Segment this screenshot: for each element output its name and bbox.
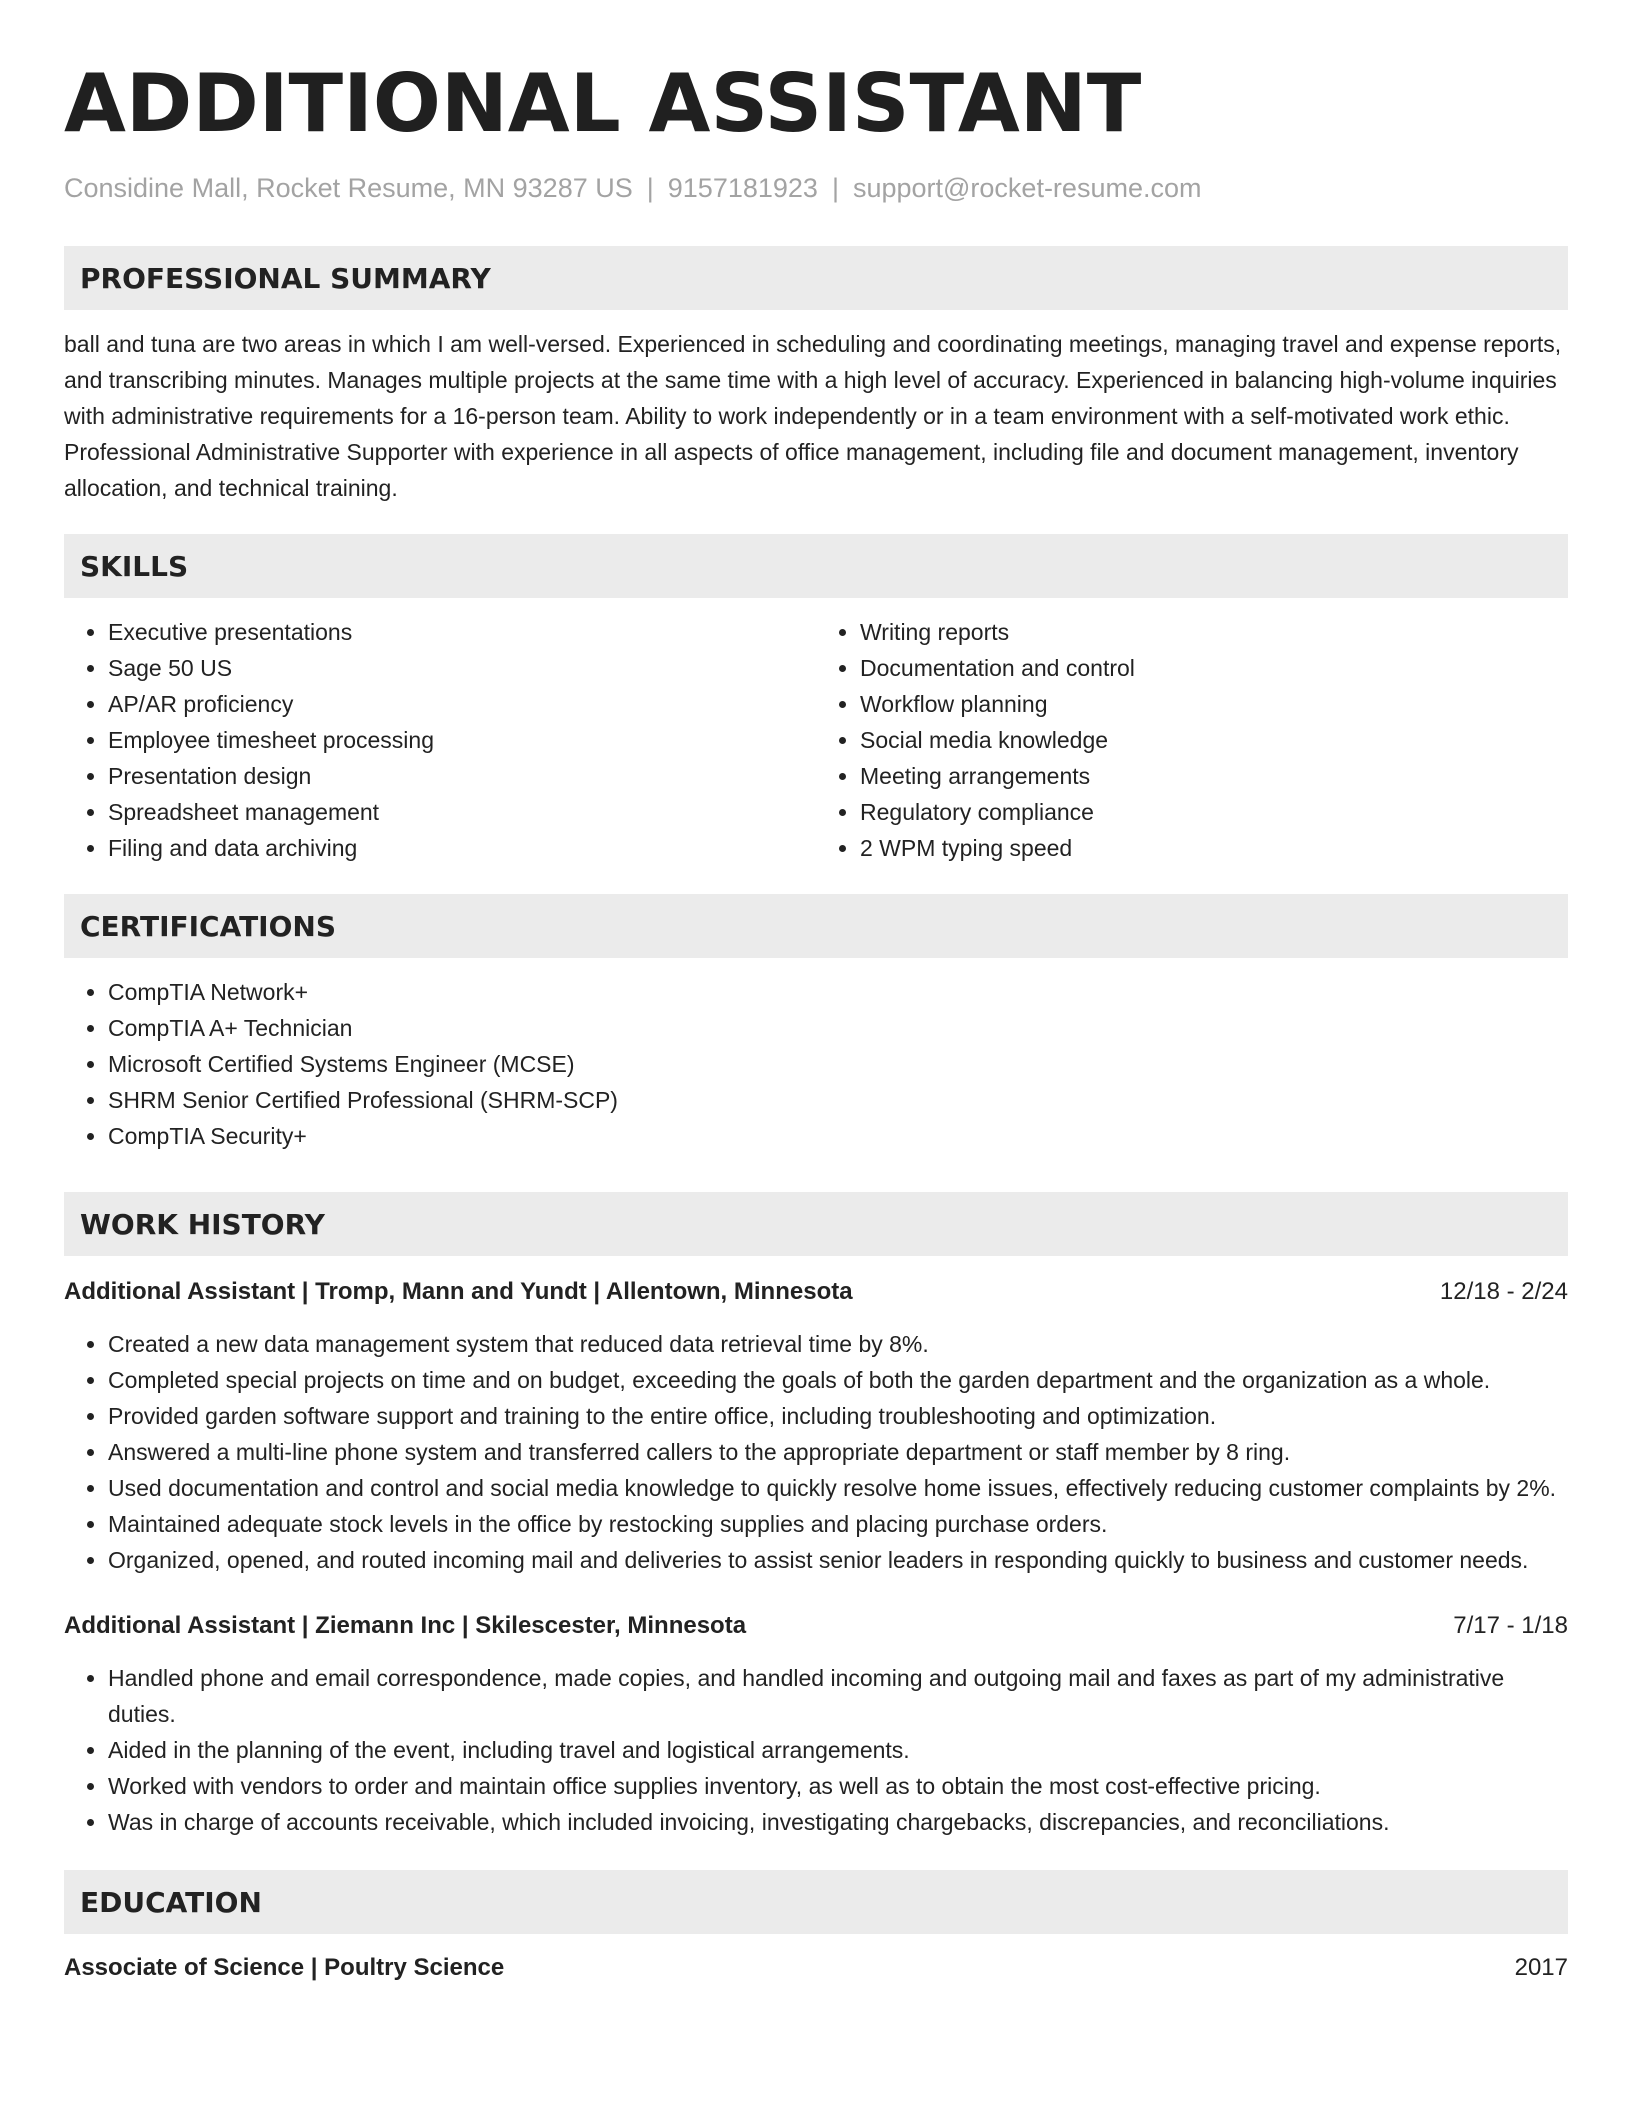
section-header-education: EDUCATION xyxy=(64,1870,1568,1934)
job-bullet: • Completed special projects on time and on budget, exceeding the goals of both the garden department and the organization as a whole. xyxy=(108,1362,1568,1398)
skill-item: • AP/AR proficiency xyxy=(108,686,816,722)
skill-item: • Writing reports xyxy=(860,614,1568,650)
education-degree: Associate of Science | Poultry Science xyxy=(64,1954,505,1981)
skill-item: • Social media knowledge xyxy=(860,722,1568,758)
job-dates: 12/18 - 2/24 xyxy=(1439,1278,1568,1305)
education-year: 2017 xyxy=(1514,1954,1568,1981)
contact-separator: | xyxy=(831,173,839,203)
skill-item: • Sage 50 US xyxy=(108,650,816,686)
skill-item: • Spreadsheet management xyxy=(108,794,816,830)
skill-item: • Workflow planning xyxy=(860,686,1568,722)
skills-column-right xyxy=(816,614,1568,866)
skill-item: • Filing and data archiving xyxy=(108,830,816,866)
summary-text: ball and tuna are two areas in which I am well-versed. Experienced in scheduling and coordinating meetings, managing travel and expense reports, and transcribing minutes. Manages multiple projects at the same time with a high level of accuracy. Experienced in balancing high-volume inquiries with administrative requirements for a 16-person team. Ability to work independently or in a team environment with a self-motivated work ethic. Professional Administrative Supporter with experience in all aspects of office management, including file and document management, inventory allocation, and technical training. xyxy=(64,331,1562,501)
job-title: Additional Assistant | Ziemann Inc | Skilescester, Minnesota xyxy=(64,1612,747,1639)
certification-item: • SHRM Senior Certified Professional (SHRM-SCP) xyxy=(108,1082,1568,1118)
job-bullet: • Maintained adequate stock levels in the office by restocking supplies and placing purchase orders. xyxy=(108,1506,1568,1542)
contact-address: Considine Mall, Rocket Resume, MN 93287 US xyxy=(64,173,633,203)
skills-list xyxy=(64,614,1568,866)
job-bullets xyxy=(64,1660,1568,1840)
skill-item: • 2 WPM typing speed xyxy=(860,830,1568,866)
certification-item: • CompTIA Network+ xyxy=(108,974,1568,1010)
certifications-list xyxy=(64,974,1568,1154)
job-bullet: • Created a new data management system that reduced data retrieval time by 8%. xyxy=(108,1326,1568,1362)
job-bullet: • Was in charge of accounts receivable, which included invoicing, investigating chargebacks, discrepancies, and reconciliations. xyxy=(108,1804,1568,1840)
contact-email: support@rocket-resume.com xyxy=(852,173,1202,203)
skill-item: • Presentation design xyxy=(108,758,816,794)
contact-line xyxy=(64,170,1568,206)
job-bullets xyxy=(64,1326,1568,1578)
section-header-work-history: WORK HISTORY xyxy=(64,1192,1568,1256)
contact-phone: 9157181923 xyxy=(667,173,818,203)
skill-item: • Meeting arrangements xyxy=(860,758,1568,794)
skills-column-left xyxy=(64,614,816,866)
certification-item: • CompTIA A+ Technician xyxy=(108,1010,1568,1046)
section-header-certifications: CERTIFICATIONS xyxy=(64,894,1568,958)
section-header-skills: SKILLS xyxy=(64,534,1568,598)
skill-item: • Executive presentations xyxy=(108,614,816,650)
job-dates: 7/17 - 1/18 xyxy=(1453,1612,1568,1639)
section-header-summary: PROFESSIONAL SUMMARY xyxy=(64,246,1568,310)
job-title: Additional Assistant | Tromp, Mann and Yundt | Allentown, Minnesota xyxy=(64,1278,853,1305)
job-bullet: • Answered a multi-line phone system and transferred callers to the appropriate department or staff member by 8 ring. xyxy=(108,1434,1568,1470)
candidate-name: ADDITIONAL ASSISTANT xyxy=(64,57,1142,150)
certification-item: • CompTIA Security+ xyxy=(108,1118,1568,1154)
skill-item: • Documentation and control xyxy=(860,650,1568,686)
certification-item: • Microsoft Certified Systems Engineer (MCSE) xyxy=(108,1046,1568,1082)
contact-separator: | xyxy=(646,173,654,203)
skill-item: • Employee timesheet processing xyxy=(108,722,816,758)
job-bullet: • Aided in the planning of the event, including travel and logistical arrangements. xyxy=(108,1732,1568,1768)
job-header xyxy=(64,1608,1568,1644)
job-bullet: • Organized, opened, and routed incoming mail and deliveries to assist senior leaders in responding quickly to business and customer needs. xyxy=(108,1542,1568,1578)
job-bullet: • Used documentation and control and social media knowledge to quickly resolve home issues, effectively reducing customer complaints by 2%. xyxy=(108,1470,1568,1506)
job-bullet: • Provided garden software support and training to the entire office, including troubleshooting and optimization. xyxy=(108,1398,1568,1434)
education-entry xyxy=(64,1950,1568,1986)
job-header xyxy=(64,1274,1568,1310)
job-bullet: • Worked with vendors to order and maintain office supplies inventory, as well as to obtain the most cost-effective pricing. xyxy=(108,1768,1568,1804)
skill-item: • Regulatory compliance xyxy=(860,794,1568,830)
job-bullet: • Handled phone and email correspondence, made copies, and handled incoming and outgoing mail and faxes as part of my administrative duties. xyxy=(108,1660,1568,1732)
